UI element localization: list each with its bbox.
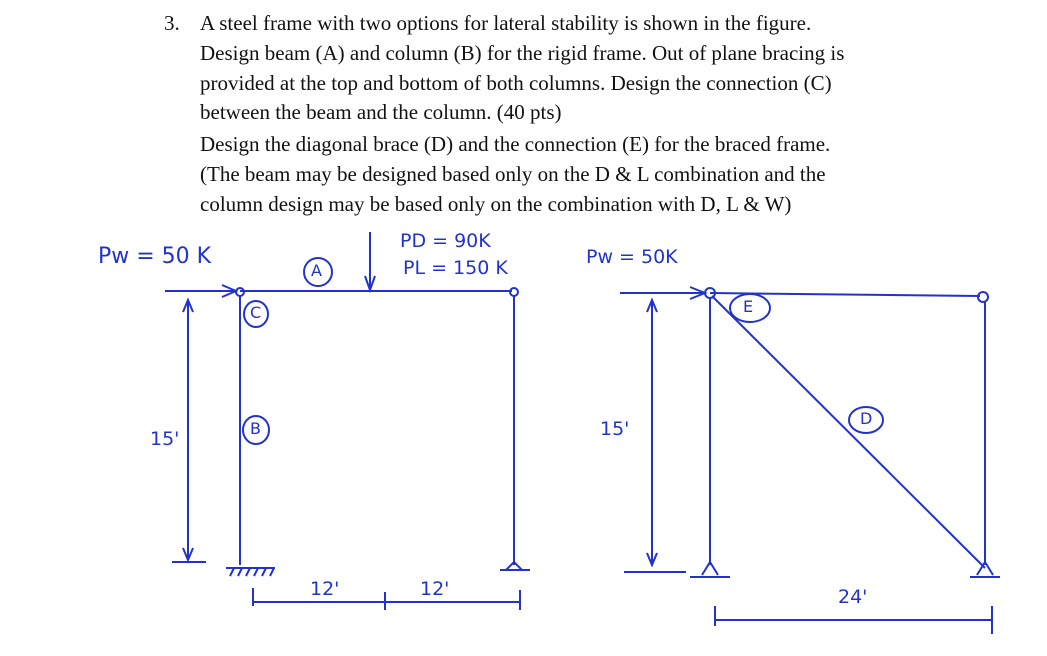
- braced-height: 15': [600, 418, 630, 440]
- diagonal-brace-d: [712, 296, 985, 568]
- problem-text-line: provided at the top and bottom of both columns. Design the connection (C): [200, 71, 832, 95]
- span-left: 12': [310, 578, 340, 600]
- label-a: A: [311, 261, 322, 280]
- problem-text-line: Design beam (A) and column (B) for the rigid frame. Out of plane bracing is: [200, 41, 845, 65]
- problem-text-line: Design the diagonal brace (D) and the connection (E) for the braced frame.: [200, 132, 831, 156]
- rigid-wind-load: Pw = 50 K: [98, 244, 212, 269]
- label-d: D: [860, 409, 873, 428]
- rigid-height: 15': [150, 428, 180, 450]
- dead-load: PD = 90K: [400, 230, 491, 252]
- label-c: C: [250, 303, 262, 322]
- problem-text-line: column design may be based only on the combination with D, L & W): [200, 192, 792, 216]
- label-b: B: [250, 419, 261, 438]
- live-load: PL = 150 K: [403, 257, 508, 279]
- rigid-frame: [165, 232, 530, 610]
- span-right: 12': [420, 578, 450, 600]
- pin-support: [500, 562, 530, 570]
- braced-span: 24': [838, 586, 868, 608]
- problem-text-line: (The beam may be designed based only on the D & L combination and the: [200, 162, 826, 186]
- problem-number: 3.: [164, 11, 180, 35]
- label-e: E: [743, 297, 754, 316]
- problem-text-line: A steel frame with two options for lateral stability is shown in the figure.: [200, 11, 812, 35]
- braced-frame: [620, 287, 1000, 634]
- braced-wind-load: Pw = 50K: [586, 246, 678, 268]
- problem-text-line: between the beam and the column. (40 pts): [200, 100, 562, 124]
